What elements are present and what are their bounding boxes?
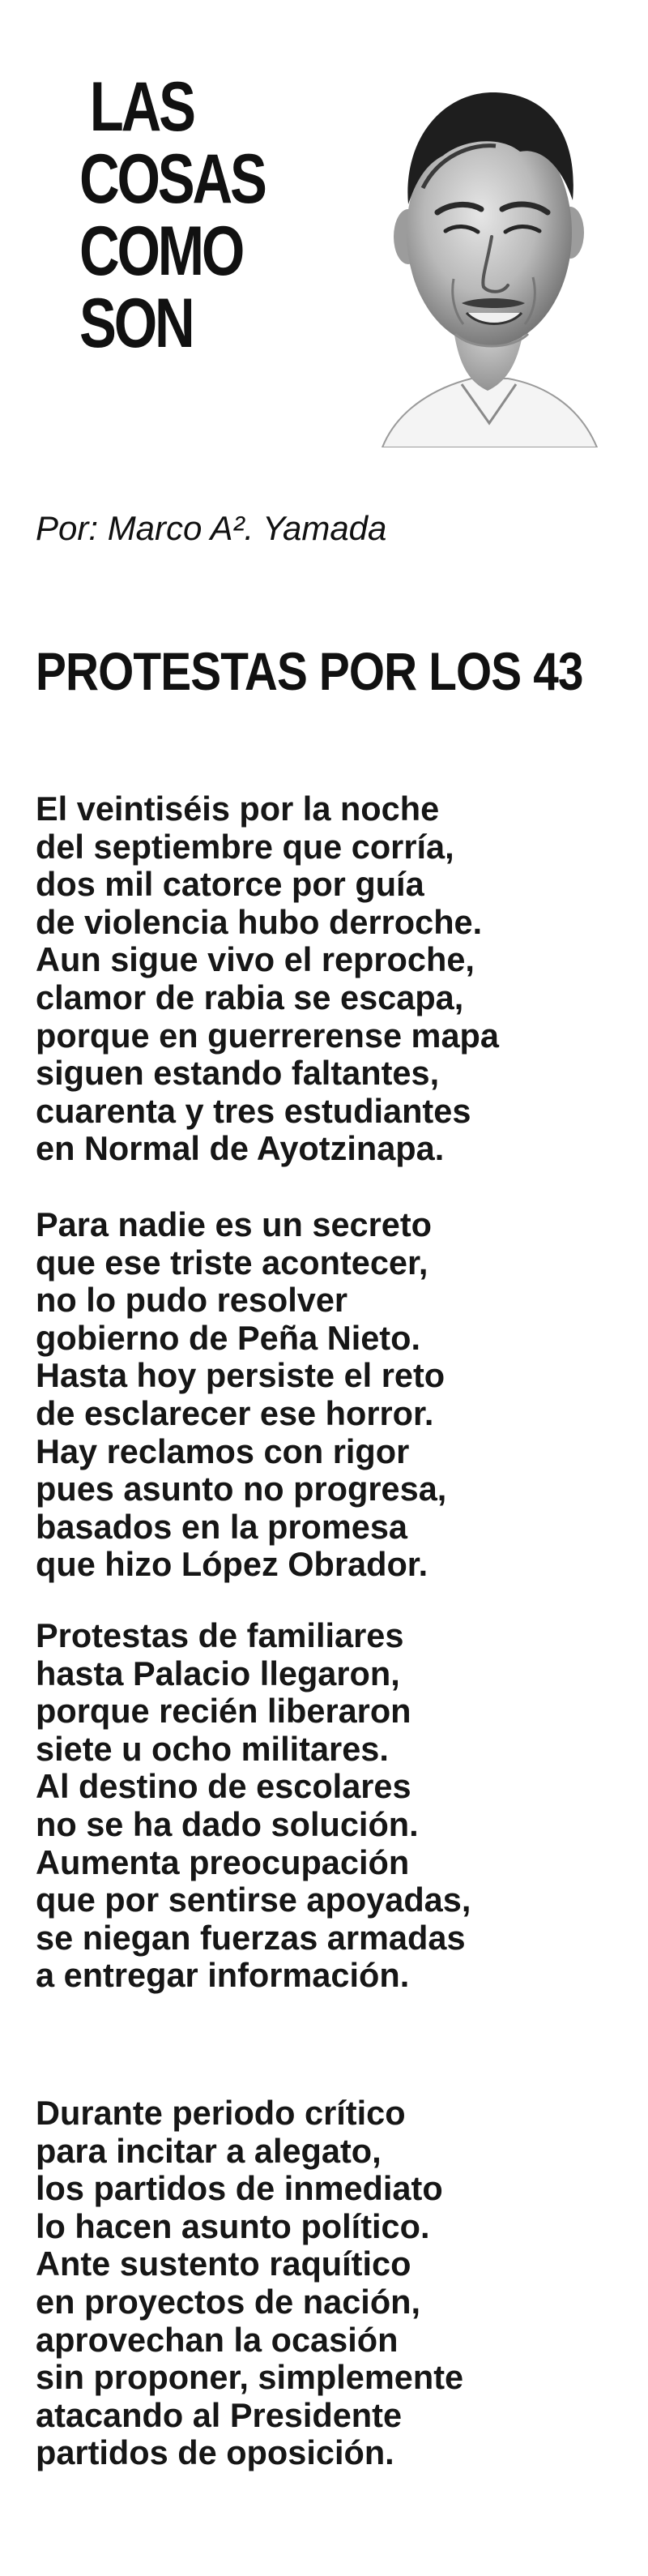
poem-line: Hay reclamos con rigor [36, 1431, 410, 1470]
poem-line: hasta Palacio llegaron, [36, 1654, 400, 1692]
poem-line: clamor de rabia se escapa, [36, 978, 464, 1016]
poem-line: Para nadie es un secreto [36, 1205, 433, 1243]
poem-line: siguen estando faltantes, [36, 1054, 440, 1093]
poem-line: no se ha dado solución. [36, 1804, 419, 1843]
poem-line: que hizo López Obrador. [36, 1545, 428, 1584]
poem-line: aprovechan la ocasión [36, 2320, 399, 2359]
poem-line: Protestas de familiares [36, 1616, 404, 1654]
poem-line: Aun sigue vivo el reproche, [36, 940, 475, 979]
poem-line: porque en guerrerense mapa [36, 1016, 499, 1055]
poem-line: atacando al Presidente [36, 2395, 403, 2434]
byline: Por: Marco A². Yamada [36, 509, 387, 547]
author-portrait [366, 66, 609, 447]
poem-line: siete u ocho militares. [36, 1729, 389, 1768]
poem-line: del septiembre que corría, [36, 827, 454, 866]
poem-line: en Normal de Ayotzinapa. [36, 1129, 445, 1168]
poem-line: pues asunto no progresa, [36, 1470, 447, 1508]
poem-line: de violencia hubo derroche. [36, 902, 483, 941]
poem-line: Hasta hoy persiste el reto [36, 1356, 446, 1395]
poem-line: para incitar a alegato, [36, 2131, 382, 2170]
poem-line: Al destino de escolares [36, 1767, 411, 1806]
poem-stanza [36, 1617, 635, 1995]
poem-line: dos mil catorce por guía [36, 865, 424, 904]
poem-stanza [36, 790, 635, 1168]
poem-line: no lo pudo resolver [36, 1281, 348, 1320]
poem-line: porque recién liberaron [36, 1692, 411, 1731]
column-title-line: COSAS [79, 140, 265, 218]
poem-line: cuarenta y tres estudiantes [36, 1091, 471, 1130]
poem-line: Aumenta preocupación [36, 1842, 410, 1881]
poem-line: de esclarecer ese horror. [36, 1393, 434, 1432]
poem-line: El veintiséis por la noche [36, 789, 440, 828]
poem-stanza [36, 1206, 635, 1584]
poem-stanza [36, 2095, 635, 2472]
poem-line: los partidos de inmediato [36, 2169, 443, 2208]
column-title-line: SON [79, 285, 193, 362]
poem-line: que ese triste acontecer, [36, 1243, 428, 1282]
poem-line: basados en la promesa [36, 1507, 407, 1546]
poem-line: Durante periodo crítico [36, 2094, 406, 2132]
poem-line: lo hacen asunto político. [36, 2206, 430, 2245]
column-title [79, 68, 274, 362]
poem-line: Ante sustento raquítico [36, 2244, 411, 2283]
poem-line: gobierno de Peña Nieto. [36, 1318, 421, 1357]
column-title-line: LAS [89, 68, 194, 146]
poem-line: a entregar información. [36, 1956, 410, 1995]
poem-line: en proyectos de nación, [36, 2282, 421, 2321]
poem-line: que por sentirse apoyadas, [36, 1881, 471, 1919]
headline: PROTESTAS POR LOS 43 [36, 641, 583, 701]
poem-line: partidos de oposición. [36, 2433, 394, 2472]
poem-line: se niegan fuerzas armadas [36, 1918, 466, 1957]
column-title-line: COMO [79, 212, 243, 290]
poem-line: sin proponer, simplemente [36, 2358, 464, 2397]
